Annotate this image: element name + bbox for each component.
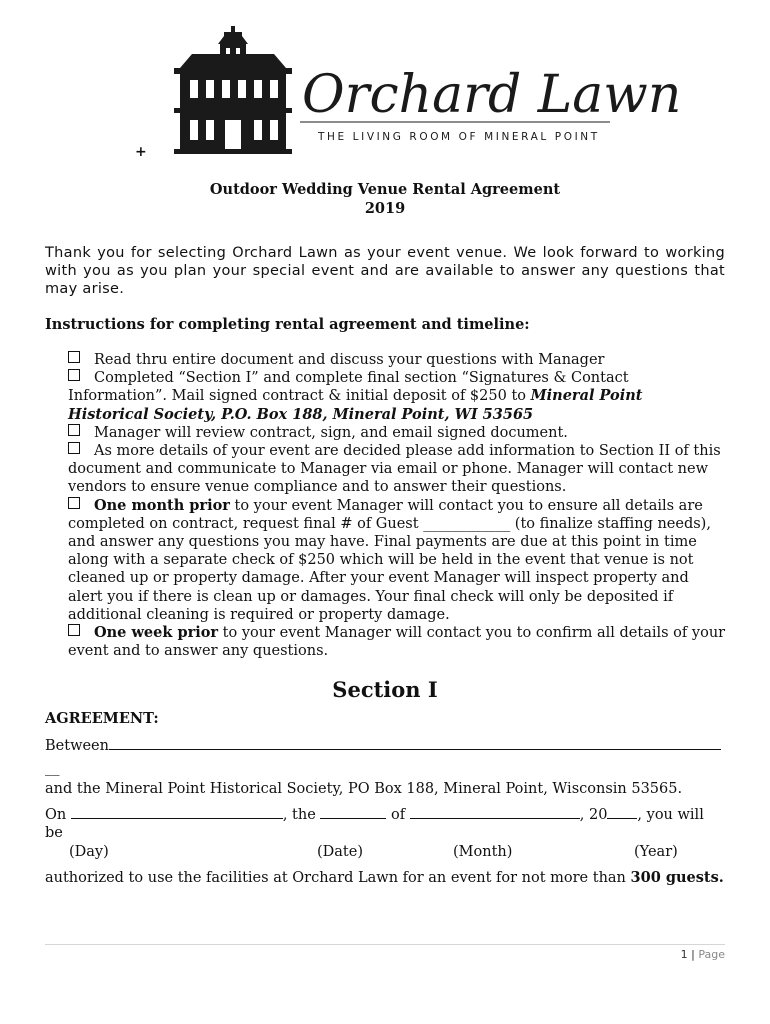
list-item: Read thru entire document and discuss your questions with Manager [68, 351, 728, 369]
instructions-heading: Instructions for completing rental agreement and timeline: [45, 316, 530, 333]
page-number: 1 [680, 948, 688, 961]
section-title: Section I [332, 677, 438, 702]
checkbox-icon [68, 624, 80, 636]
orchard-lawn-logo [170, 22, 682, 154]
list-item: One month prior to your event Manager will contact you to ensure all details are completed on contract, request final # of Guest ____________ (to finalize staffing needs), and answer any questions you may have. Final payments are due at this point in time along with a separate check of $250 which will be held in the event that venue is not cleaned up or property damage. After your event Manager will inspect property and alert you if there is clean up or damages. Your final check will only be deposited if additional cleaning is required or property damage. [68, 496, 711, 623]
date-line-wrap: be [45, 825, 63, 841]
instructions-list [68, 351, 728, 660]
agreement-heading: AGREEMENT: [45, 710, 159, 727]
checkbox-icon [68, 351, 80, 363]
year-label: (Year) [634, 844, 678, 860]
footer-divider [45, 944, 725, 945]
document-title: Outdoor Wedding Venue Rental Agreement [209, 181, 561, 198]
date-blank[interactable] [320, 806, 386, 819]
between-blank[interactable] [109, 737, 721, 750]
checkbox-icon [68, 369, 80, 381]
date-label: (Date) [317, 844, 363, 860]
document-year: 2019 [364, 200, 406, 217]
between-line: Between [45, 737, 725, 755]
list-item: One week prior to your event Manager will contact you to confirm all details of your event and to answer any questions. [68, 624, 726, 660]
brand-tagline: THE LIVING ROOM OF MINERAL POINT [318, 131, 600, 143]
list-item: Manager will review contract, sign, and email signed document. [68, 424, 728, 442]
plus-mark: + [135, 144, 147, 160]
day-label: (Day) [69, 844, 109, 860]
second-party: and the Mineral Point Historical Society, PO Box 188, Mineral Point, Wisconsin 53565. [45, 781, 683, 797]
checkbox-icon [68, 497, 80, 509]
intro-paragraph: Thank you for selecting Orchard Lawn as your event venue. We look forward to working with you as you plan your special event and are available to answer any questions that may arise. [45, 245, 725, 297]
brand-wordmark: Orchard Lawn [302, 65, 682, 125]
year-blank[interactable] [607, 806, 637, 819]
month-blank[interactable] [410, 806, 580, 819]
list-item: As more details of your event are decided please add information to Section II of this document and communicate to Manager via email or phone. Manager will contact new vendors to ensure venue compliance and to answer their questions. [68, 443, 721, 496]
page-label: Page [698, 948, 725, 961]
page-footer: 1 | Page [680, 948, 725, 961]
date-labels [45, 843, 725, 861]
day-blank[interactable] [71, 806, 283, 819]
checkbox-icon [68, 424, 80, 436]
checkbox-icon [68, 442, 80, 454]
between-tail: __ [45, 760, 60, 776]
list-item: Completed “Section I” and complete final section “Signatures & Contact Information”. Mail signed contract & initial deposit of $250 to Mineral Point Historical Society, P.O. Box 188, Mineral Point, WI 53565 [68, 370, 643, 423]
authorization-text: authorized to use the facilities at Orchard Lawn for an event for not more than 300 guests. [45, 869, 724, 886]
date-line: On , the of , 20 , you will [45, 807, 704, 823]
month-label: (Month) [453, 844, 513, 860]
